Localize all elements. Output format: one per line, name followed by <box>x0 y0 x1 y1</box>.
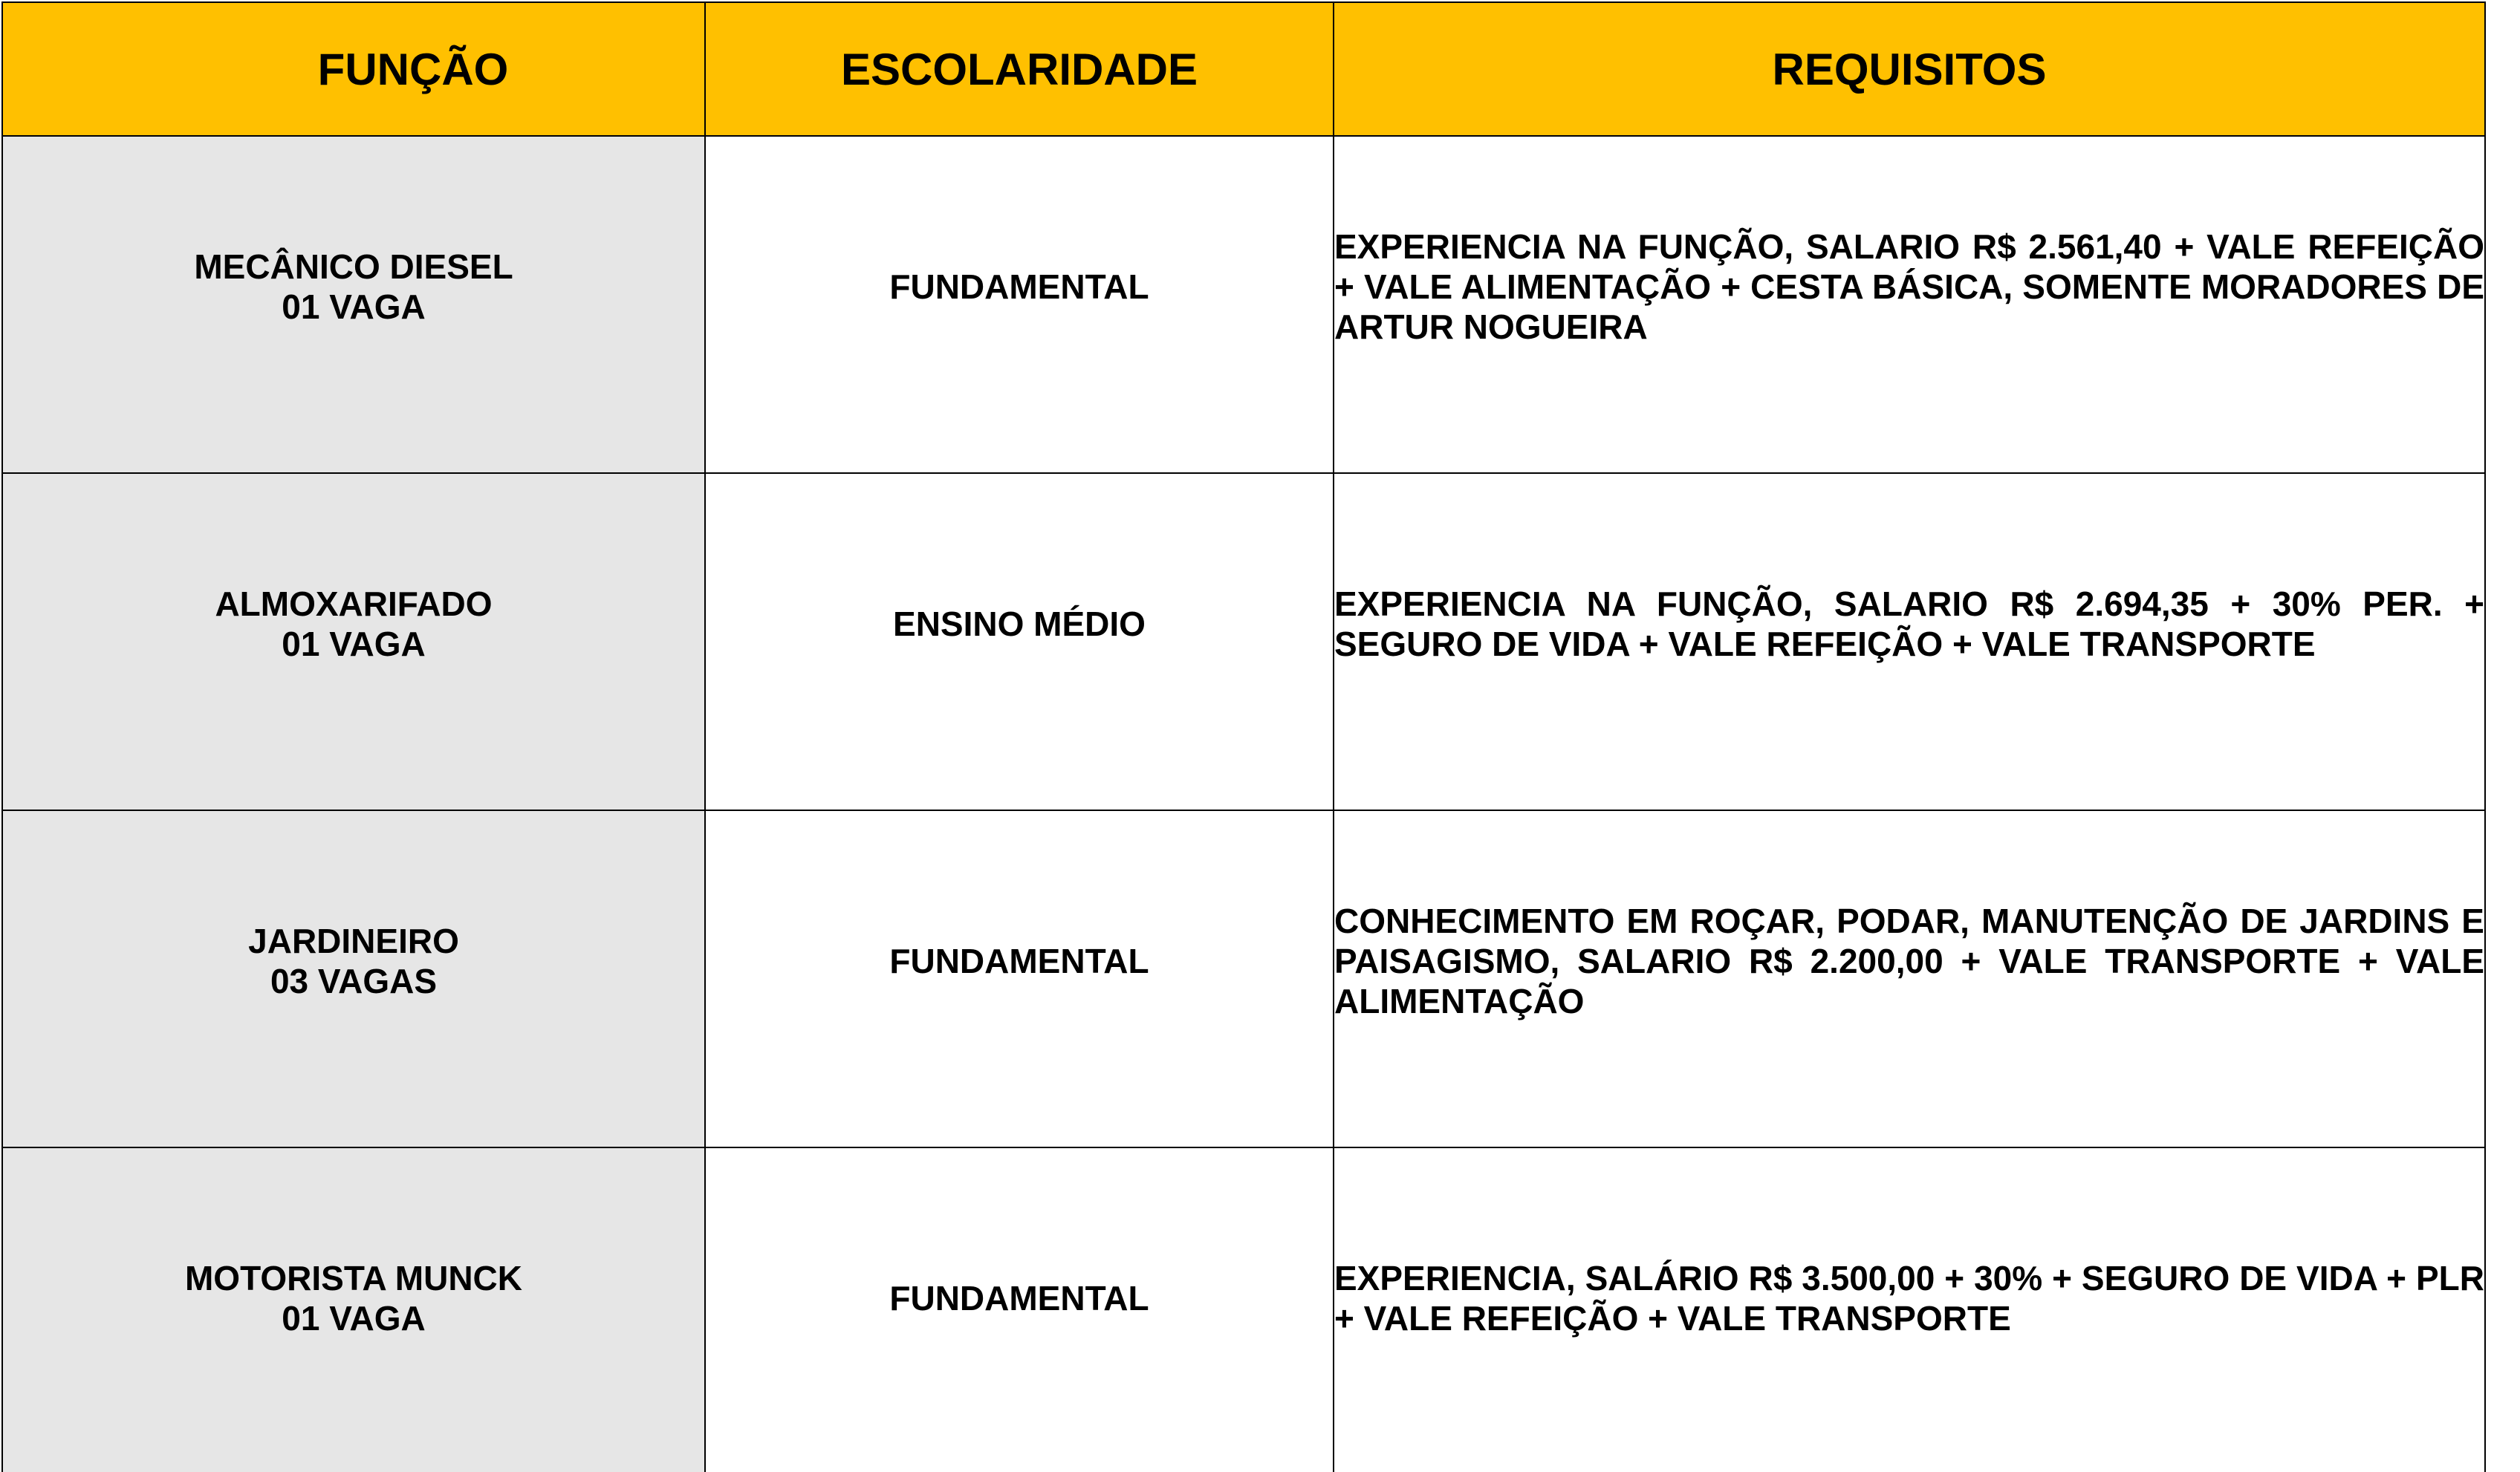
requirements-text: EXPERIENCIA NA FUNÇÃO, SALARIO R$ 2.561,40 + VALE REFEIÇÃO + VALE ALIMENTAÇÃO + CESTA BÁSICA, SOMENTE MORADORES DE ARTUR NOGUEIRA <box>1334 227 2484 346</box>
job-openings-count: 01 VAGA <box>282 1299 426 1338</box>
job-openings-table <box>1 1 2486 1472</box>
table-row <box>2 136 2485 473</box>
cell-funcao <box>2 473 705 810</box>
cell-requisitos <box>1334 136 2485 473</box>
cell-requisitos <box>1334 473 2485 810</box>
job-title: JARDINEIRO <box>248 922 459 960</box>
header-funcao-label: FUNÇÃO <box>317 44 509 94</box>
education-level: ENSINO MÉDIO <box>893 605 1146 643</box>
job-title: ALMOXARIFADO <box>215 584 493 623</box>
header-funcao <box>2 2 705 136</box>
cell-escolaridade <box>705 473 1334 810</box>
header-escolaridade: ESCOLARIDADE <box>705 2 1334 136</box>
cell-escolaridade <box>705 810 1334 1147</box>
requirements-text: EXPERIENCIA NA FUNÇÃO, SALARIO R$ 2.694,35 + 30% PER. + SEGURO DE VIDA + VALE REFEIÇÃO + VALE TRANSPORTE <box>1334 584 2484 663</box>
cell-requisitos <box>1334 810 2485 1147</box>
header-requisitos: REQUISITOS <box>1334 2 2485 136</box>
table-row <box>2 810 2485 1147</box>
education-level: FUNDAMENTAL <box>889 942 1149 980</box>
cell-escolaridade <box>705 1147 1334 1472</box>
job-openings-count: 01 VAGA <box>282 625 426 663</box>
table-row <box>2 1147 2485 1472</box>
header-row <box>2 2 2485 136</box>
job-title: MECÂNICO DIESEL <box>194 247 513 286</box>
education-level: FUNDAMENTAL <box>889 267 1149 306</box>
education-level: FUNDAMENTAL <box>889 1279 1149 1318</box>
table-row <box>2 473 2485 810</box>
cell-funcao <box>2 810 705 1147</box>
cell-funcao <box>2 136 705 473</box>
job-openings-count: 03 VAGAS <box>270 962 438 1000</box>
requirements-text: CONHECIMENTO EM ROÇAR, PODAR, MANUTENÇÃO DE JARDINS E PAISAGISMO, SALARIO R$ 2.200,00 + VALE TRANSPORTE + VALE ALIMENTAÇÃO <box>1334 902 2484 1020</box>
job-title: MOTORISTA MUNCK <box>184 1259 522 1297</box>
requirements-text: EXPERIENCIA, SALÁRIO R$ 3.500,00 + 30% + SEGURO DE VIDA + PLR + VALE REFEIÇÃO + VALE TRANSPORTE <box>1334 1259 2484 1338</box>
cell-funcao <box>2 1147 705 1472</box>
cell-requisitos <box>1334 1147 2485 1472</box>
job-openings-count: 01 VAGA <box>282 287 426 326</box>
cell-escolaridade <box>705 136 1334 473</box>
